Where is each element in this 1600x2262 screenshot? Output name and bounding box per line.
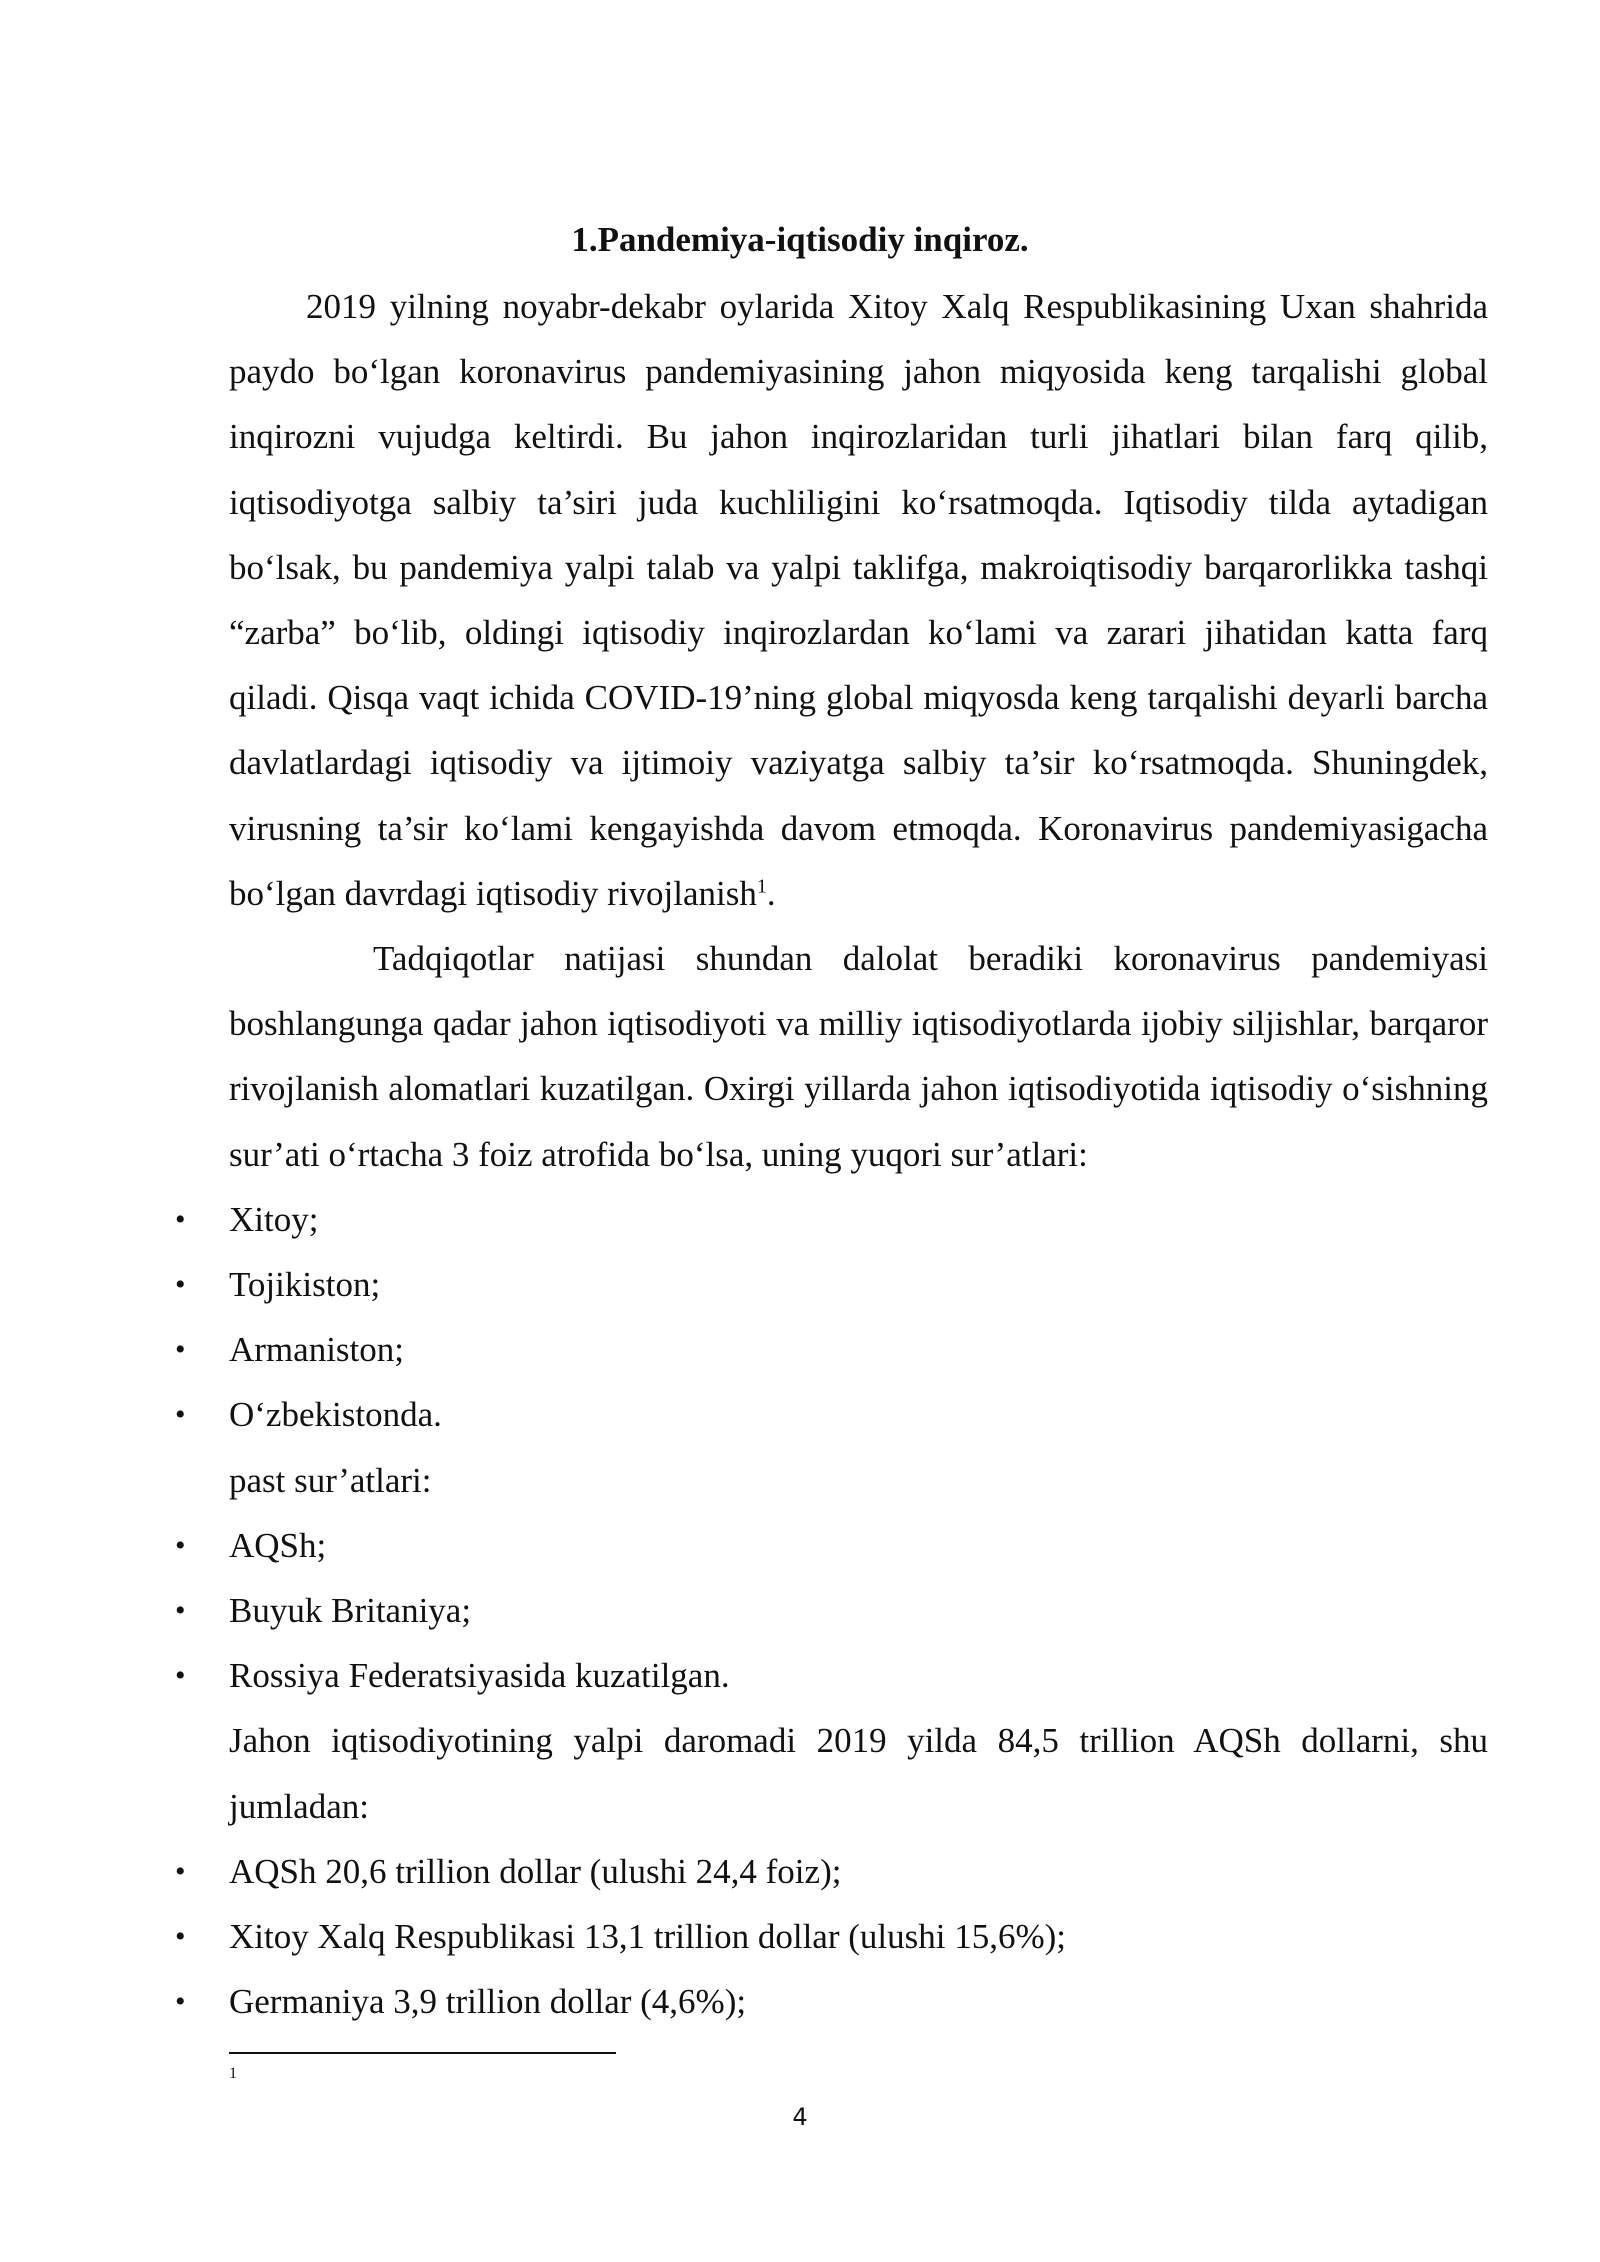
bullet-icon: • <box>175 1528 186 1562</box>
list-item-text: Germaniya 3,9 trillion dollar (4,6%); <box>229 1982 747 2022</box>
paragraph-research: Tadqiqotlar natijasi shundan dalolat beradiki koronavirus pandemiyasi boshlangunga qadar jahon iqtisodiyoti va milliy iqtisodiyotlarda ijobiy siljishlar, barqaror rivojlanish alomatlari kuzatilgan. Oxirgi yillarda jahon iqtisodiyotida iqtisodiy o‘sishning sur’ati o‘rtacha 3 foiz atrofida bo‘lsa, uning yuqori sur’atlari: <box>229 939 1488 1174</box>
list-item-text: Xitoy Xalq Respublikasi 13,1 trillion dollar (ulushi 15,6%); <box>229 1917 1067 1957</box>
section-title: 1.Pandemiya-iqtisodiy inqiroz. <box>571 220 1029 259</box>
bullet-icon: • <box>175 1920 186 1954</box>
low-rates-label: past sur’atlari: <box>229 1460 432 1500</box>
paragraph-intro-end: . <box>766 873 776 913</box>
paragraph-intro <box>229 274 1488 926</box>
bullet-icon: • <box>175 1594 186 1628</box>
list-item <box>175 1839 1488 1904</box>
list-item-text: Armaniston; <box>229 1330 404 1370</box>
list-item <box>175 1382 1488 1447</box>
list-item <box>175 1643 1488 1708</box>
bullet-icon: • <box>175 1985 186 2019</box>
list-item-text: AQSh; <box>229 1525 327 1565</box>
list-item <box>175 1252 1488 1317</box>
high-rates-list <box>175 1187 1488 1448</box>
bullet-icon: • <box>175 1202 186 1236</box>
footnote-number: 1 <box>229 2065 237 2082</box>
paragraph-income: Jahon iqtisodiyotining yalpi daromadi 2019 yilda 84,5 trillion AQSh dollarni, shu jumladan: <box>229 1721 1488 1826</box>
list-item <box>175 1187 1488 1252</box>
bullet-icon: • <box>175 1268 186 1302</box>
list-item-text: Xitoy; <box>229 1199 319 1239</box>
bullet-icon: • <box>175 1659 186 1693</box>
paragraph-intro-text: 2019 yilning noyabr-dekabr oylarida Xitoy Xalq Respublikasining Uxan shahrida paydo bo‘lgan koronavirus pandemiyasining jahon miqyosida keng tarqalishi global inqirozni vujudga keltirdi. Bu jahon inqirozlaridan turli jihatlari bilan farq qilib, iqtisodiyotga salbiy ta’siri juda kuchliligini ko‘rsatmoqda. Iqtisodiy tilda aytadigan bo‘lsak, bu pandemiya yalpi talab va yalpi taklifga, makroiqtisodiy barqarorlikka tashqi “zarba” bo‘lib, oldingi iqtisodiy inqirozlardan ko‘lami va zarari jihatidan katta farq qiladi. Qisqa vaqt ichida COVID-19’ning global miqyosda keng tarqalishi deyarli barcha davlatlardagi iqtisodiy va ijtimoiy vaziyatga salbiy ta’sir ko‘rsatmoqda. Shuningdek, virusning ta’sir ko‘lami kengayishda davom etmoqda. Koronavirus pandemiyasigacha bo‘lgan davrdagi iqtisodiy rivojlanish <box>229 287 1488 913</box>
body-text <box>175 274 1488 2034</box>
bullet-icon: • <box>175 1333 186 1367</box>
list-item-text: Rossiya Federatsiyasida kuzatilgan. <box>229 1656 730 1696</box>
list-item <box>175 1578 1488 1643</box>
list-item <box>175 1904 1488 1969</box>
list-item-text: Tojikiston; <box>229 1265 381 1305</box>
list-item <box>175 1513 1488 1578</box>
page-number: 4 <box>792 2103 808 2131</box>
footnote-reference[interactable]: 1 <box>756 875 767 898</box>
list-item <box>175 1969 1488 2034</box>
list-item-text: AQSh 20,6 trillion dollar (ulushi 24,4 foiz); <box>229 1851 842 1891</box>
low-rates-list <box>175 1513 1488 1709</box>
footnote-divider <box>229 2052 616 2054</box>
list-item-text: O‘zbekistonda. <box>229 1395 442 1435</box>
bullet-icon: • <box>175 1398 186 1432</box>
list-item-text: Buyuk Britaniya; <box>229 1591 472 1631</box>
bullet-icon: • <box>175 1854 186 1888</box>
income-list <box>175 1839 1488 2035</box>
list-item <box>175 1317 1488 1382</box>
